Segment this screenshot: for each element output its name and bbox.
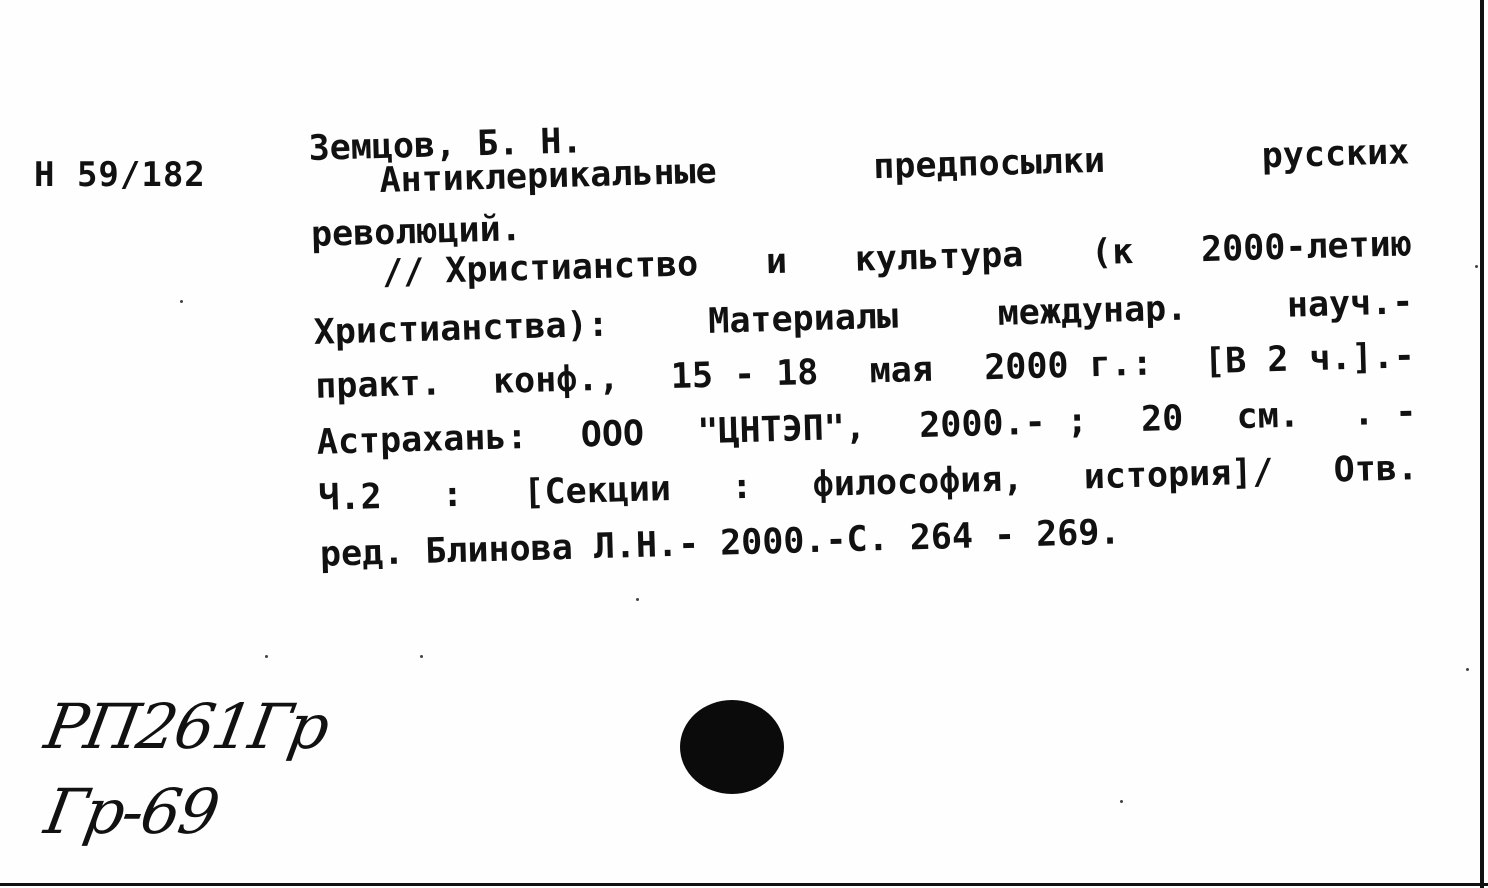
- title-word: Антиклерикальные: [379, 151, 718, 202]
- source-word: Христианства):: [313, 304, 610, 353]
- speck: [420, 655, 423, 658]
- source-word: 2000-летию: [1200, 224, 1413, 271]
- speck: [265, 655, 268, 658]
- source-word: и: [765, 241, 788, 283]
- source-word: ред. Блинова Л.Н.- 2000.-С. 264 - 269.: [319, 512, 1121, 575]
- source-word: 2000 г.:: [983, 343, 1154, 389]
- source-word: . -: [1352, 392, 1417, 434]
- bibliographic-entry: [308, 95, 1440, 578]
- source-word: (к: [1090, 232, 1134, 274]
- source-word: мая: [869, 349, 934, 392]
- author: Земцов, Б. Н.: [308, 121, 584, 169]
- title-word: предпосылки: [872, 140, 1106, 188]
- source-word: "ЦНТЭП",: [696, 407, 867, 453]
- source-word: Астрахань:: [316, 417, 529, 463]
- speck: [1120, 800, 1123, 803]
- source-word: философия,: [812, 459, 1024, 506]
- speck: [636, 598, 639, 601]
- title-word: русских: [1261, 132, 1410, 177]
- card-right-edge: [1480, 0, 1484, 888]
- source-word: Ч.2: [317, 477, 383, 519]
- punch-hole: [680, 700, 784, 794]
- source-word: см.: [1236, 395, 1301, 438]
- source-word: междунар.: [997, 288, 1188, 334]
- source-word: [Секции: [522, 469, 672, 514]
- source-word: 2000.- ;: [918, 401, 1089, 447]
- source-word: науч.-: [1286, 282, 1414, 326]
- card-bottom-edge: [0, 883, 1488, 886]
- speck: [180, 300, 183, 303]
- source-word: :: [441, 474, 464, 516]
- source-word: [В 2 ч.].-: [1203, 336, 1416, 383]
- source-word: история]/: [1083, 452, 1274, 498]
- handwritten-shelfmark-1: РП261Гр: [39, 690, 334, 763]
- source-word: // Христианство: [381, 244, 699, 293]
- source-word: 15 - 18: [670, 352, 819, 397]
- call-number: Н 59/182: [34, 155, 206, 195]
- speck: [1475, 265, 1478, 268]
- handwritten-shelfmark-2: Гр-69: [39, 775, 224, 848]
- source-word: 20: [1140, 398, 1184, 440]
- source-word: :: [730, 466, 753, 508]
- source-word: Отв.: [1333, 448, 1419, 491]
- speck: [1466, 668, 1469, 671]
- source-word: культура: [854, 235, 1024, 280]
- title-word: революций.: [310, 209, 523, 255]
- source-word: практ.: [314, 363, 443, 407]
- source-word: ООО: [580, 413, 645, 456]
- source-word: Материалы: [707, 296, 899, 342]
- source-word: конф.,: [492, 358, 621, 402]
